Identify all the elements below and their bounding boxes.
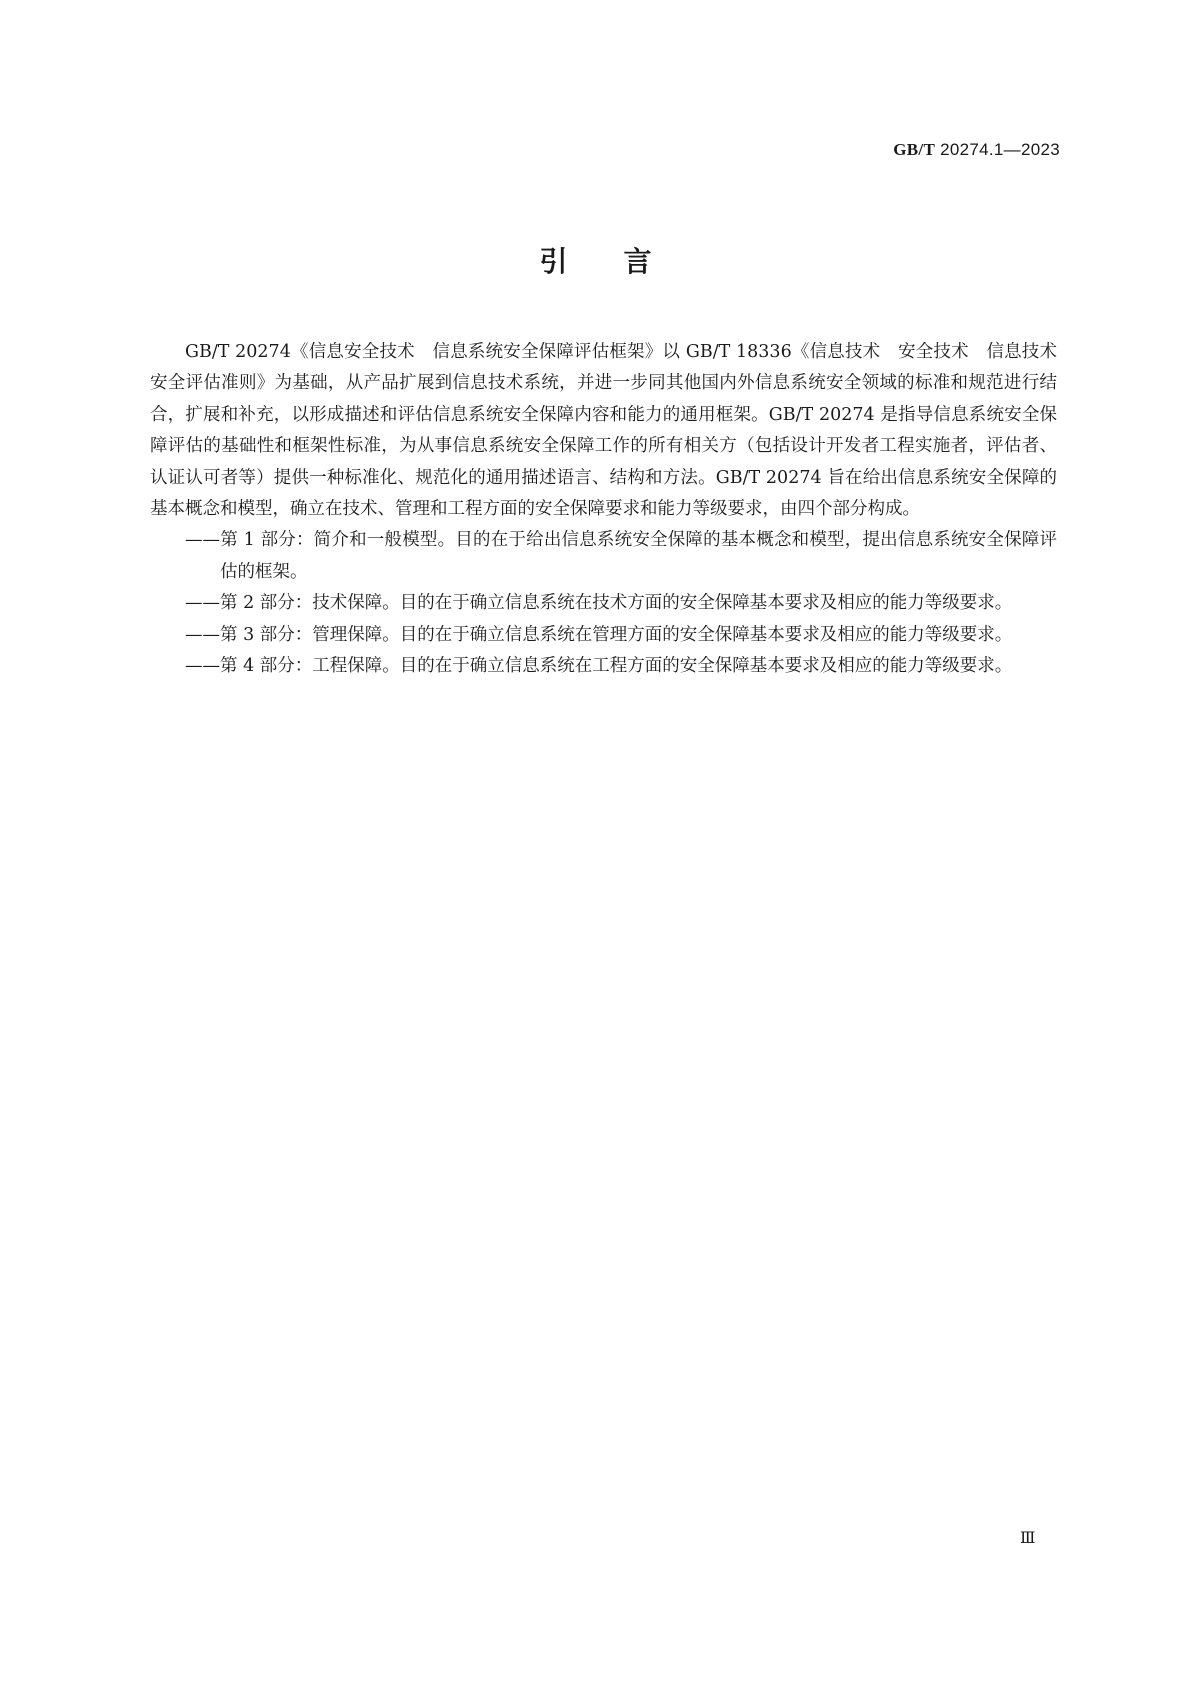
body-text bbox=[150, 337, 1057, 682]
standard-code bbox=[893, 140, 1060, 160]
standard-prefix: GB/T bbox=[893, 140, 936, 159]
list-item: ——第 4 部分：工程保障。目的在于确立信息系统在工程方面的安全保障基本要求及相应的能力等级要求。 bbox=[185, 656, 1013, 677]
page-title: 引言 bbox=[539, 245, 708, 278]
parts-list bbox=[150, 525, 1057, 682]
list-item: ——第 3 部分：管理保障。目的在于确立信息系统在管理方面的安全保障基本要求及相应的能力等级要求。 bbox=[185, 624, 1013, 645]
list-item: ——第 1 部分：简介和一般模型。目的在于给出信息系统安全保障的基本概念和模型，提出信息系统安全保障评估的框架。 bbox=[185, 530, 1057, 582]
intro-paragraph: GB/T 20274《信息安全技术 信息系统安全保障评估框架》以 GB/T 18336《信息技术 安全技术 信息技术安全评估准则》为基础，从产品扩展到信息技术系统，并进一步同其他国内外信息系统安全领域的标准和规范进行结合，扩展和补充，以形成描述和评估信息系统安全保障内容和能力的通用框架。GB/T 20274 是指导信息系统安全保障评估的基础性和框架性标准，为从事信息系统安全保障工作的所有相关方（包括设计开发者工程实施者，评估者、认证认可者等）提供一种标准化、规范化的通用描述语言、结构和方法。GB/T 20274 旨在给出信息系统安全保障的基本概念和模型，确立在技术、管理和工程方面的安全保障要求和能力等级要求，由四个部分构成。 bbox=[150, 342, 1057, 520]
standard-number: 20274.1—2023 bbox=[940, 140, 1060, 159]
list-item: ——第 2 部分：技术保障。目的在于确立信息系统在技术方面的安全保障基本要求及相应的能力等级要求。 bbox=[185, 593, 1013, 614]
page-number: Ⅲ bbox=[1020, 1528, 1036, 1547]
